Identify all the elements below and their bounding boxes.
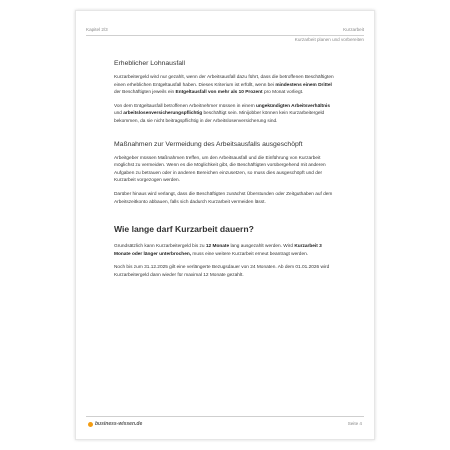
bold-run: Entgeltausfall von mehr als 10 Prozent (175, 90, 263, 96)
paragraph-massnahmen-2: Darüber hinaus wird verlangt, dass die Beschäftigten zunächst Überstunden oder Zeitguthaben auf dem Arbeitszeitkonto abbauen, falls sich dadurch Kurzarbeit vermeiden lässt. (114, 191, 333, 205)
text-run: Kurzarbeitergeld wird nur gezahlt, wenn der Arbeitsausfall dazu führt, dass die betroffenen Beschäftigten einen erheblichen Entgeltausfall haben. Dieses Kriterium ist erfüllt, wenn bei (114, 75, 334, 88)
header-title: Kurzarbeit (343, 27, 364, 32)
text-run: muss eine weitere Kurzarbeit erneut beantragt werden. (191, 251, 309, 257)
page-number: Seite 4 (347, 421, 362, 426)
logo-text: business-wissen.de (95, 421, 143, 427)
section-heading-massnahmen: Maßnahmen zur Vermeidung des Arbeitsausfalls ausgeschöpft (114, 140, 303, 148)
bold-run: arbeitslosenversicherungspflichtig (123, 111, 203, 117)
section-heading-lohnausfall: Erheblicher Lohnausfall (114, 60, 186, 67)
text-run: pro Monat vorliegt. (262, 90, 304, 96)
footer-logo (88, 421, 142, 427)
bold-run: 12 Monate (205, 244, 230, 250)
bold-run: Kurzarbeit 3 Monate oder länger unterbrochen, (114, 244, 322, 257)
spacer (114, 132, 338, 140)
document-page (75, 10, 375, 440)
paragraph-massnahmen-1: Arbeitgeber müssen Maßnahmen treffen, um den Arbeitsausfall und die Einführung von Kurzarbeit möglichst zu vermeiden. Wenn es die Möglichkeit gibt, die Beschäftigten vorübergehend mit anderen Aufgaben zu betrauen oder in anderen Bereichen einzusetzen, so muss dies ausgeschöpft und der Kurzarbeit vorgezogen werden. (114, 155, 326, 184)
header-subtitle: Kurzarbeit planen und vorbereiten (294, 37, 364, 42)
section-heading-dauer: Wie lange darf Kurzarbeit dauern? (114, 224, 254, 235)
header-chapter: Kapitel 2/3 (86, 27, 108, 32)
bold-run: ungekündigten Arbeitsverhältnis (255, 103, 330, 109)
logo-dot-icon (88, 422, 93, 427)
paragraph-lohnausfall-2 (114, 103, 338, 126)
text-run: Von dem Entgeltausfall betroffenen Arbeitnehmer müssen in einem (114, 103, 256, 109)
paragraph-lohnausfall-1 (114, 74, 338, 97)
page-content (114, 59, 338, 286)
text-run: lang ausgezahlt werden. Wird (229, 244, 295, 250)
header-divider (86, 35, 364, 36)
paragraph-dauer-2: Noch bis zum 31.12.2025 gilt eine verlängerte Bezugsdauer von 24 Monaten. Ab dem 01.01.2026 wird Kurzarbeitergeld dann wieder für maximal 12 Monate gezahlt. (114, 265, 330, 278)
text-run: beschäftigt sein. Minijobber können kein Kurzarbeitergeld bekommen, da sie nicht beitragspflichtig in der Arbeitslosenversicherung sind. (114, 111, 325, 124)
spacer (114, 212, 338, 224)
bold-run: mindestens einem Drittel (275, 82, 332, 88)
footer-divider (86, 416, 364, 417)
text-run: und (114, 111, 124, 117)
text-run: der Beschäftigten jeweils ein (114, 90, 176, 96)
paragraph-dauer-1 (114, 243, 338, 258)
text-run: Grundsätzlich kann Kurzarbeitergeld bis zu (114, 244, 206, 250)
